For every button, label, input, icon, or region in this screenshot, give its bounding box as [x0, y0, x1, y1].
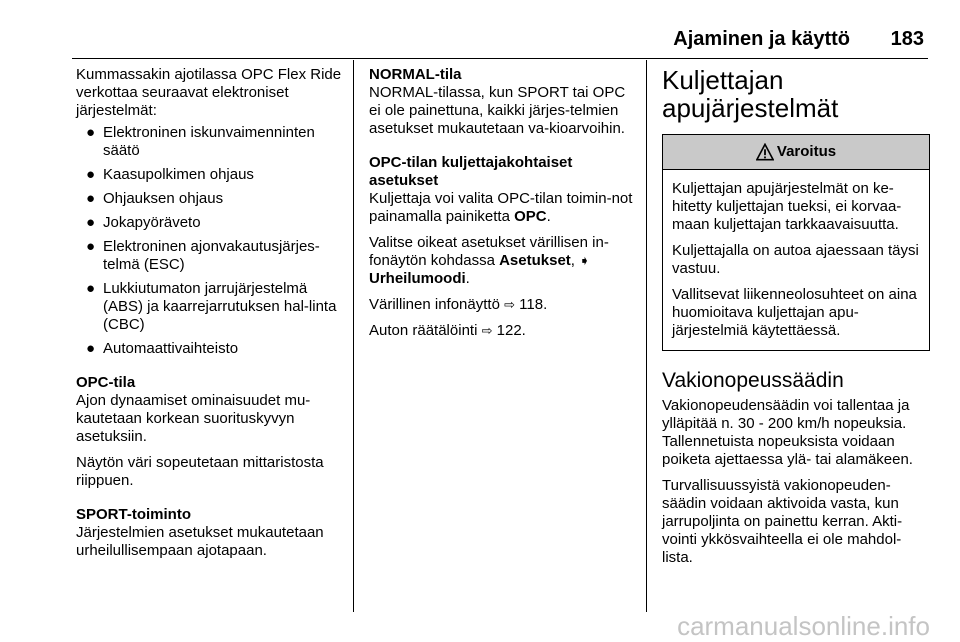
- section-heading: Kuljettajan apujärjestelmät: [662, 65, 839, 123]
- header-divider: [72, 58, 928, 59]
- warning-paragraph: Kuljettajalla on autoa ajaessaan täysi vastuu.: [672, 242, 919, 277]
- intro-paragraph: Kummassakin ajotilassa OPC Flex Ride verkottaa seuraavat elektroniset järjestelmät:: [76, 66, 342, 119]
- column-1: [76, 66, 346, 568]
- warning-paragraph: Vallitsevat liikenneolosuhteet on aina huomioitava kuljettajan apu-järjestelmiä käytettäessä.: [672, 286, 917, 339]
- list-item: ● Kaasupolkimen ohjaus: [86, 166, 254, 183]
- column-3: [662, 66, 930, 575]
- list-item: ● Ohjauksen ohjaus: [86, 190, 224, 207]
- custom-paragraph: Kuljettaja voi valita OPC-tilan toimin-not painamalla painiketta OPC.: [369, 190, 633, 225]
- list-item: ● Jokapyöräveto: [86, 214, 201, 231]
- page-number: 183: [890, 28, 924, 50]
- warning-triangle-icon: [756, 143, 774, 161]
- opc-heading: OPC-tila: [76, 374, 136, 391]
- warning-body: [663, 170, 929, 350]
- page-header: [72, 28, 928, 58]
- list-item: ● Elektroninen iskunvaimenninten säätö: [86, 124, 315, 159]
- normal-heading: NORMAL-tila: [369, 66, 462, 83]
- cruise-heading: Vakionopeussäädin: [662, 369, 844, 392]
- page-title: Ajaminen ja käyttö: [673, 28, 850, 50]
- watermark: carmanualsonline.info: [677, 611, 930, 641]
- column-2: [369, 66, 635, 348]
- warning-header: [663, 135, 929, 170]
- custom-heading: OPC-tilan kuljettajakohtaiset asetukset: [369, 154, 573, 189]
- select-paragraph: Valitse oikeat asetukset värillisen in-fonäytön kohdassa Asetukset, ➧ Urheilumoodi.: [369, 234, 609, 287]
- list-item: ● Automaattivaihteisto: [86, 340, 239, 357]
- warning-title: Varoitus: [776, 143, 837, 160]
- column-divider-2: [646, 60, 647, 612]
- opc-paragraph-1: Ajon dynaamiset ominaisuudet mu-kautetaan korkean suorituskyvyn asetuksiin.: [76, 392, 311, 445]
- page-reference-icon: ⇨: [504, 297, 515, 312]
- list-item: ● Lukkiutumaton jarrujärjestelmä (ABS) ja kaarrejarrutuksen hal-linta (CBC): [86, 280, 337, 333]
- list-item: ● Elektroninen ajonvakautusjärjes-telmä (ESC): [86, 238, 320, 273]
- cruise-paragraph-2: Turvallisuussyistä vakionopeuden-säädin voidaan aktivoida vasta, kun jarrupoljinta on painettu kerran. Akti-vointi ykkösvaihteella ei ole mahdol-lista.: [662, 477, 903, 566]
- system-list: [76, 124, 346, 358]
- reference-infodisplay: Värillinen infonäyttö ⇨ 118.: [369, 296, 548, 313]
- menu-arrow-icon: ➧: [579, 253, 591, 268]
- page-reference-icon: ⇨: [481, 323, 493, 338]
- sport-heading: SPORT-toiminto: [76, 506, 191, 523]
- normal-paragraph: NORMAL-tilassa, kun SPORT tai OPC ei ole painettuna, kaikki järjes-telmien asetukset mukautetaan va-kioarvoihin.: [369, 84, 626, 137]
- opc-button-label: OPC: [514, 208, 547, 225]
- cruise-paragraph-1: Vakionopeudensäädin voi tallentaa ja ylläpitää n. 30 - 200 km/h nopeuksia. Tallennetuista nopeuksista voidaan poiketa ajettaessa ylä- tai alamäkeen.: [662, 397, 913, 468]
- sport-paragraph: Järjestelmien asetukset mukautetaan urheilullisempaan ajotapaan.: [76, 524, 324, 559]
- opc-paragraph-2: Näytön väri sopeutetaan mittaristosta riippuen.: [76, 454, 324, 489]
- warning-box: [662, 134, 930, 351]
- column-divider-1: [353, 60, 354, 612]
- reference-personalization: Auton räätälöinti ⇨ 122.: [369, 322, 526, 339]
- warning-paragraph: Kuljettajan apujärjestelmät on ke-hitetty kuljettajan tueksi, ei korvaa-maan kuljettajan tarkkaavaisuutta.: [672, 180, 902, 233]
